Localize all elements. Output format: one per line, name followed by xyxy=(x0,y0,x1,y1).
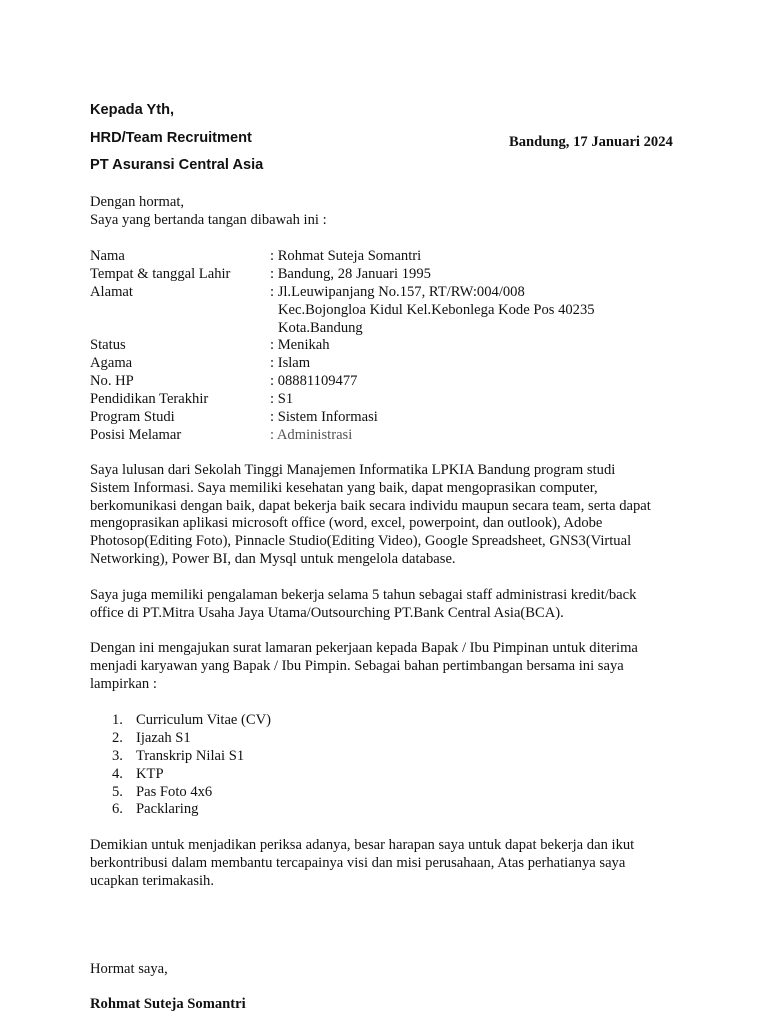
paragraph-closing xyxy=(90,837,680,890)
recipient-line-2: HRD/Team Recruitment xyxy=(90,130,252,146)
paragraph-application xyxy=(90,640,680,693)
paragraph-line: mengoprasikan aplikasi microsoft office (word, excel, powerpoint, dan outlook), Adobe xyxy=(90,515,603,532)
list-number: 2. xyxy=(112,730,123,746)
list-label: Ijazah S1 xyxy=(136,730,191,746)
list-number: 6. xyxy=(112,801,123,817)
info-value-continuation: Kota.Bandung xyxy=(278,320,363,336)
info-value: : S1 xyxy=(270,391,294,407)
list-label: Curriculum Vitae (CV) xyxy=(136,712,272,728)
list-item xyxy=(112,711,271,729)
info-label: Tempat & tanggal Lahir xyxy=(90,266,231,282)
paragraph-line: Saya lulusan dari Sekolah Tinggi Manajemen Informatika LPKIA Bandung program studi xyxy=(90,462,616,478)
intro-text: Saya yang bertanda tangan dibawah ini : xyxy=(90,212,327,228)
info-label: No. HP xyxy=(90,373,134,389)
paragraph-line: Dengan ini mengajukan surat lamaran pekerjaan kepada Bapak / Ibu Pimpinan untuk diterima xyxy=(90,640,638,656)
paragraph-line: lampirkan : xyxy=(90,675,157,692)
info-label: Program Studi xyxy=(90,409,175,425)
list-number: 4. xyxy=(112,766,123,782)
info-value: : Islam xyxy=(270,355,311,371)
list-number: 5. xyxy=(112,784,123,800)
info-label: Nama xyxy=(90,248,125,264)
info-value: : Sistem Informasi xyxy=(270,409,378,425)
paragraph-line: Saya juga memiliki pengalaman bekerja selama 5 tahun sebagai staff administrasi kredit/back xyxy=(90,587,637,603)
letter-date: Bandung, 17 Januari 2024 xyxy=(509,134,673,150)
info-value: : Administrasi xyxy=(270,427,353,443)
paragraph-line: berkomunikasi dengan baik, dapat bekerja baik secara individu maupun secara team, serta dapat xyxy=(90,497,651,514)
info-value: : Menikah xyxy=(270,337,330,353)
list-item xyxy=(112,729,191,747)
paragraph-line: Networking), Power BI, dan Mysql untuk mengelola database. xyxy=(90,550,456,567)
info-label: Alamat xyxy=(90,284,133,300)
paragraph-line: menjadi karyawan yang Bapak / Ibu Pimpin. Sebagai bahan pertimbangan bersama ini saya xyxy=(90,657,624,674)
paragraph-line: ucapkan terimakasih. xyxy=(90,872,214,889)
greeting: Dengan hormat, xyxy=(90,194,185,210)
info-value: : 08881109477 xyxy=(270,373,358,389)
info-label: Pendidikan Terakhir xyxy=(90,391,209,407)
paragraph-line: Demikian untuk menjadikan periksa adanya, besar harapan saya untuk dapat bekerja dan ikut xyxy=(90,837,635,853)
paragraph-line: office di PT.Mitra Usaha Jaya Utama/Outsourching PT.Bank Central Asia(BCA). xyxy=(90,604,564,621)
paragraph-experience xyxy=(90,587,680,623)
paragraph-line: berkontribusi dalam membantu tercapainya visi dan misi perusahaan, Atas perhatianya saya xyxy=(90,854,626,871)
list-number: 3. xyxy=(112,748,123,764)
list-label: Transkrip Nilai S1 xyxy=(136,748,245,764)
closing-salutation: Hormat saya, xyxy=(90,961,168,977)
list-item xyxy=(112,765,164,783)
paragraph-line: Photosop(Editing Foto), Pinnacle Studio(Editing Video), Google Spreadsheet, GNS3(Virtual xyxy=(90,533,632,550)
paragraph-line: Sistem Informasi. Saya memiliki kesehatan yang baik, dapat mengoprasikan computer, xyxy=(90,479,598,496)
list-number: 1. xyxy=(112,712,123,728)
info-label: Posisi Melamar xyxy=(90,427,182,443)
info-value: : Bandung, 28 Januari 1995 xyxy=(270,266,431,282)
list-item xyxy=(112,800,198,818)
info-value: : Jl.Leuwipanjang No.157, RT/RW:004/008 xyxy=(270,284,525,300)
signature-name: Rohmat Suteja Somantri xyxy=(90,996,246,1012)
info-label: Agama xyxy=(90,355,133,371)
info-label: Status xyxy=(90,337,126,353)
recipient-line-3: PT Asuransi Central Asia xyxy=(90,157,264,173)
recipient-line-1: Kepada Yth, xyxy=(90,102,175,118)
list-item xyxy=(112,747,244,765)
list-label: Packlaring xyxy=(136,801,199,817)
list-label: Pas Foto 4x6 xyxy=(136,784,213,800)
info-value: : Rohmat Suteja Somantri xyxy=(270,248,422,264)
info-value-continuation: Kec.Bojongloa Kidul Kel.Kebonlega Kode Pos 40235 xyxy=(278,302,595,318)
paragraph-education-skills xyxy=(90,462,680,569)
list-item xyxy=(112,783,212,801)
list-label: KTP xyxy=(136,766,164,782)
